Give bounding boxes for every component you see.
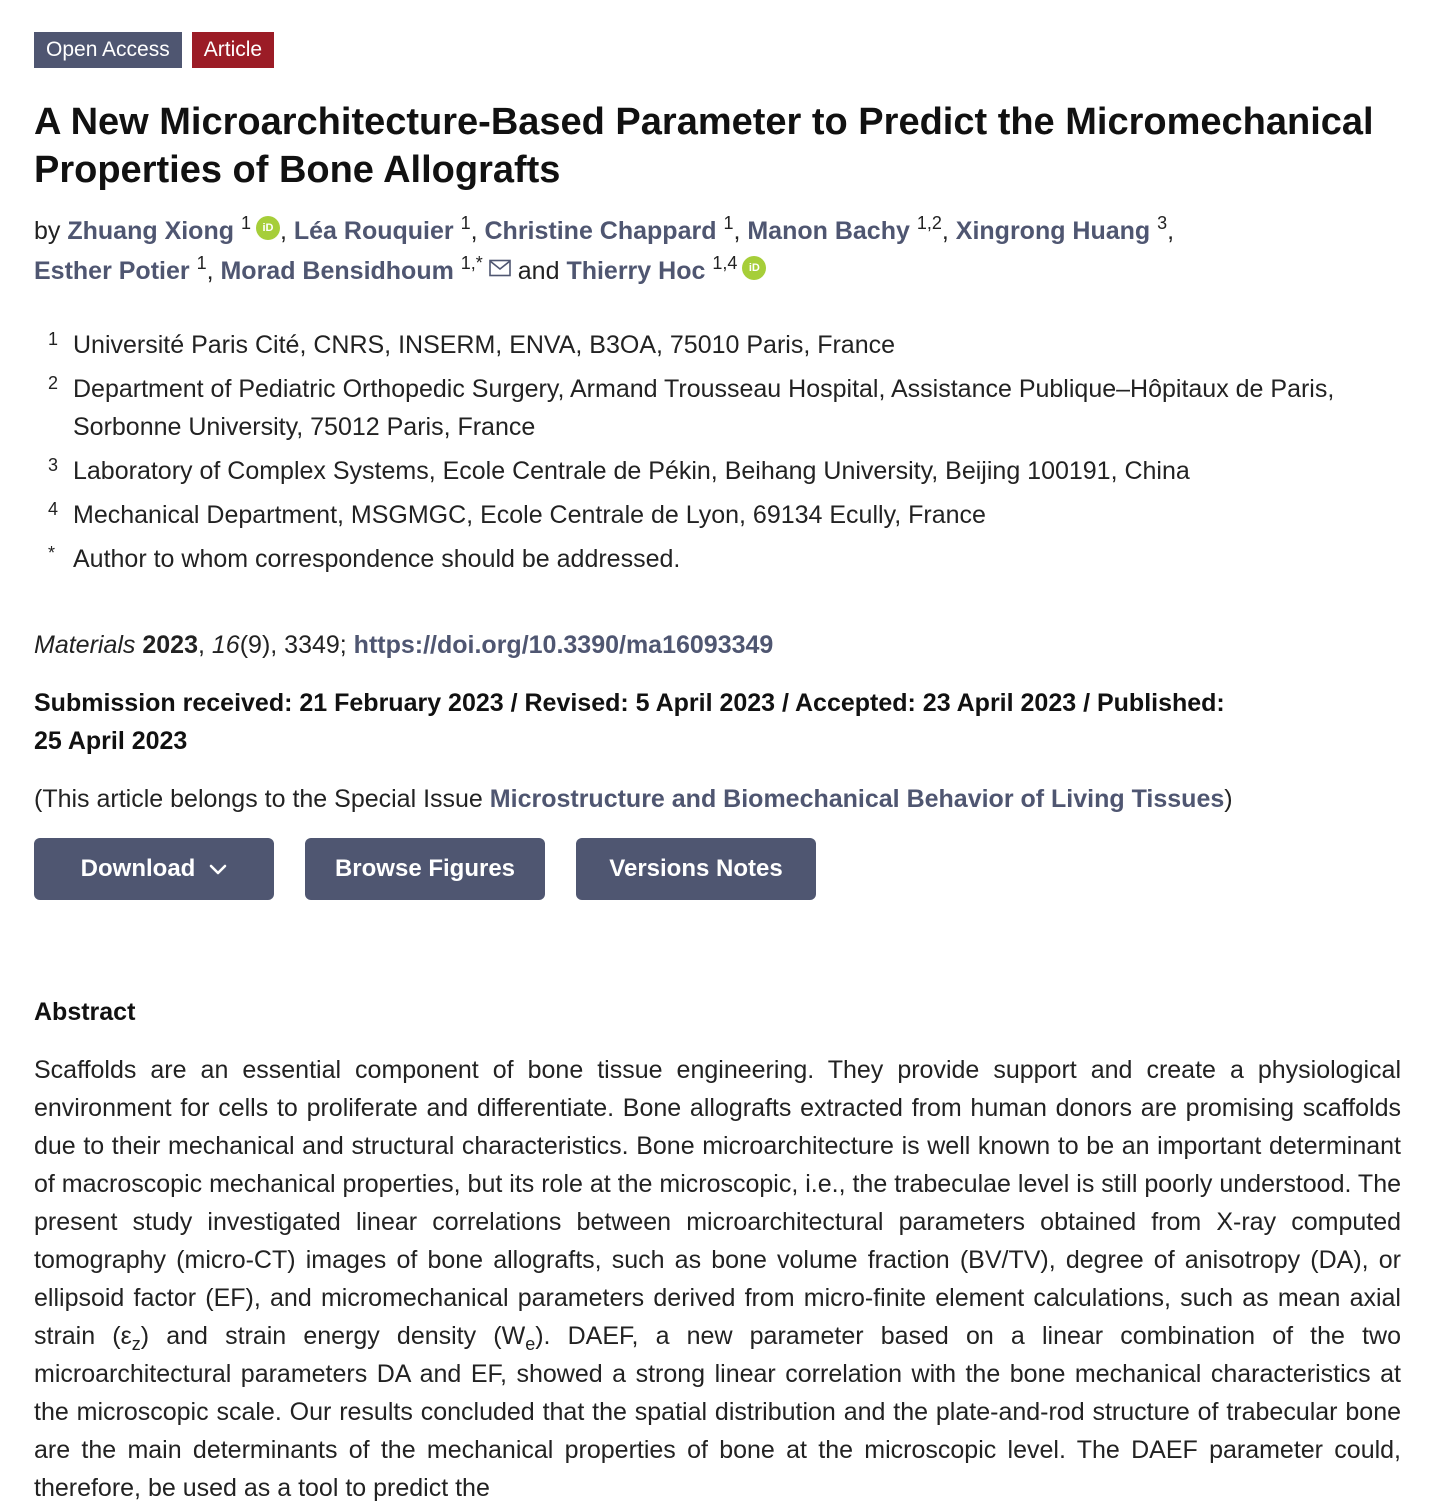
journal-name[interactable]: Materials bbox=[34, 631, 136, 659]
and-label: and bbox=[517, 257, 560, 285]
affiliation-number: 4 bbox=[48, 499, 59, 519]
action-buttons bbox=[34, 838, 816, 900]
orcid-icon[interactable]: iD bbox=[256, 216, 280, 240]
article-type-badge: Article bbox=[192, 32, 274, 68]
affiliation-number: 3 bbox=[48, 455, 59, 475]
special-issue-note bbox=[34, 780, 1233, 818]
affiliation-number: 1 bbox=[48, 329, 59, 349]
abstract-subscript: e bbox=[525, 1334, 536, 1354]
publication-dates: Submission received: 21 February 2023 / Revised: 5 April 2023 / Accepted: 23 April 2023 / Published: 25 April 2023 bbox=[34, 689, 1225, 755]
download-button-label: Download bbox=[80, 855, 196, 882]
author-affiliation-sup: 1 bbox=[196, 253, 207, 273]
author-link[interactable]: Morad Bensidhoum bbox=[220, 257, 454, 285]
author-affiliation-sup: 1,* bbox=[460, 253, 483, 273]
article-tags bbox=[34, 32, 274, 68]
author-link[interactable]: Christine Chappard bbox=[484, 217, 717, 245]
affiliation-text: Department of Pediatric Orthopedic Surgery, Armand Trousseau Hospital, Assistance Publique–Hôpitaux de Paris, Sorbonne University, 75012 Paris, France bbox=[73, 375, 1335, 441]
author-affiliation-sup: 1,2 bbox=[916, 213, 942, 233]
affiliation-text: Author to whom correspondence should be addressed. bbox=[73, 545, 681, 573]
author-affiliation-sup: 1 bbox=[723, 213, 734, 233]
author-link[interactable]: Manon Bachy bbox=[747, 217, 910, 245]
abstract-text-part: ) and strain energy density (W bbox=[140, 1322, 526, 1350]
article-title: A New Microarchitecture-Based Parameter to Predict the Micromechanical Properties of Bone Allografts bbox=[34, 101, 1374, 191]
journal-volume: 16 bbox=[211, 631, 240, 659]
citation-line: Materials 2023, 16(9), 3349; https://doi.org/10.3390/ma16093349 bbox=[34, 631, 774, 659]
publication-year: 2023 bbox=[142, 631, 198, 659]
author-affiliation-sup: 1,4 bbox=[712, 253, 738, 273]
email-icon[interactable] bbox=[489, 250, 511, 288]
affiliation-number: * bbox=[48, 543, 56, 563]
special-issue-prefix: (This article belongs to the Special Issue bbox=[34, 785, 490, 813]
author-affiliation-sup: 1 bbox=[240, 213, 251, 233]
author-link[interactable]: Esther Potier bbox=[34, 257, 190, 285]
abstract-text-part: Scaffolds are an essential component of bone tissue engineering. They provide support and create a physiological environment for cells to proliferate and differentiate. Bone allografts extracted from human donors are promising scaffolds due to their mechanical and structural characteristics. Bone microarchitecture is well known to be an important determinant of macroscopic mechanical properties, but its role at the microscopic, i.e., the trabeculae level is still poorly understood. The present study investigated linear correlations between microarchitectural parameters obtained from X-ray computed tomography (micro-CT) images of bone allografts, such as bone volume fraction (BV/TV), degree of anisotropy (DA), or ellipsoid factor (EF), and micromechanical parameters derived from micro-finite element calculations, such as mean axial strain (ε bbox=[34, 1056, 1401, 1350]
affiliation-item bbox=[34, 496, 1414, 534]
abstract-subscript: z bbox=[131, 1334, 141, 1354]
special-issue-link[interactable]: Microstructure and Biomechanical Behavior of Living Tissues bbox=[489, 785, 1225, 813]
by-label: by bbox=[34, 217, 61, 245]
affiliation-item bbox=[34, 452, 1414, 490]
author-link[interactable]: Léa Rouquier bbox=[293, 217, 454, 245]
orcid-icon[interactable]: iD bbox=[742, 256, 766, 280]
author-link[interactable]: Thierry Hoc bbox=[566, 257, 706, 285]
download-button[interactable] bbox=[34, 838, 274, 900]
author-link[interactable]: Xingrong Huang bbox=[955, 217, 1151, 245]
affiliation-item bbox=[34, 326, 1414, 364]
abstract-text bbox=[34, 1051, 1401, 1507]
affiliation-item bbox=[34, 370, 1414, 446]
author-affiliation-sup: 3 bbox=[1157, 213, 1168, 233]
affiliation-item bbox=[34, 540, 1414, 578]
affiliation-text: Laboratory of Complex Systems, Ecole Centrale de Pékin, Beihang University, Beijing 100191, China bbox=[73, 457, 1190, 485]
special-issue-suffix: ) bbox=[1224, 785, 1233, 813]
issue-and-page: (9), 3349; bbox=[239, 631, 354, 659]
open-access-badge[interactable]: Open Access bbox=[34, 32, 182, 68]
chevron-down-icon bbox=[209, 855, 227, 883]
abstract-heading: Abstract bbox=[34, 998, 136, 1026]
affiliations bbox=[34, 326, 1414, 584]
browse-figures-button[interactable]: Browse Figures bbox=[305, 838, 545, 900]
abstract-text-part: ). DAEF, a new parameter based on a linear combination of the two microarchitectural parameters DA and EF, showed a strong linear correlation with the bone mechanical characteristics at the microscopic scale. Our results concluded that the spatial distribution and the plate-and-rod structure of trabecular bone are the main determinants of the mechanical properties of bone at the microscopic level. The DAEF parameter could, therefore, be used as a tool to predict the bbox=[34, 1322, 1401, 1502]
affiliation-text: Université Paris Cité, CNRS, INSERM, ENVA, B3OA, 75010 Paris, France bbox=[73, 331, 896, 359]
author-list: by Zhuang Xiong $^1$ iD , Léa Rouquier $^1$, Christine Chappard $^1$, Manon Bachy $^{1,2}$, Xingrong Huang $^3$, Esther Potier $^1$, Morad Bensidhoum $^{1,*}$ and Thierry Hoc $^{1,4}$ iD bbox=[34, 212, 1414, 290]
author-affiliation-sup: 1 bbox=[460, 213, 471, 233]
affiliation-number: 2 bbox=[48, 373, 59, 393]
doi-link[interactable]: https://doi.org/10.3390/ma16093349 bbox=[353, 631, 774, 659]
versions-notes-button[interactable]: Versions Notes bbox=[576, 838, 816, 900]
affiliation-text: Mechanical Department, MSGMGC, Ecole Centrale de Lyon, 69134 Ecully, France bbox=[73, 501, 986, 529]
author-link[interactable]: Zhuang Xiong bbox=[67, 217, 234, 245]
